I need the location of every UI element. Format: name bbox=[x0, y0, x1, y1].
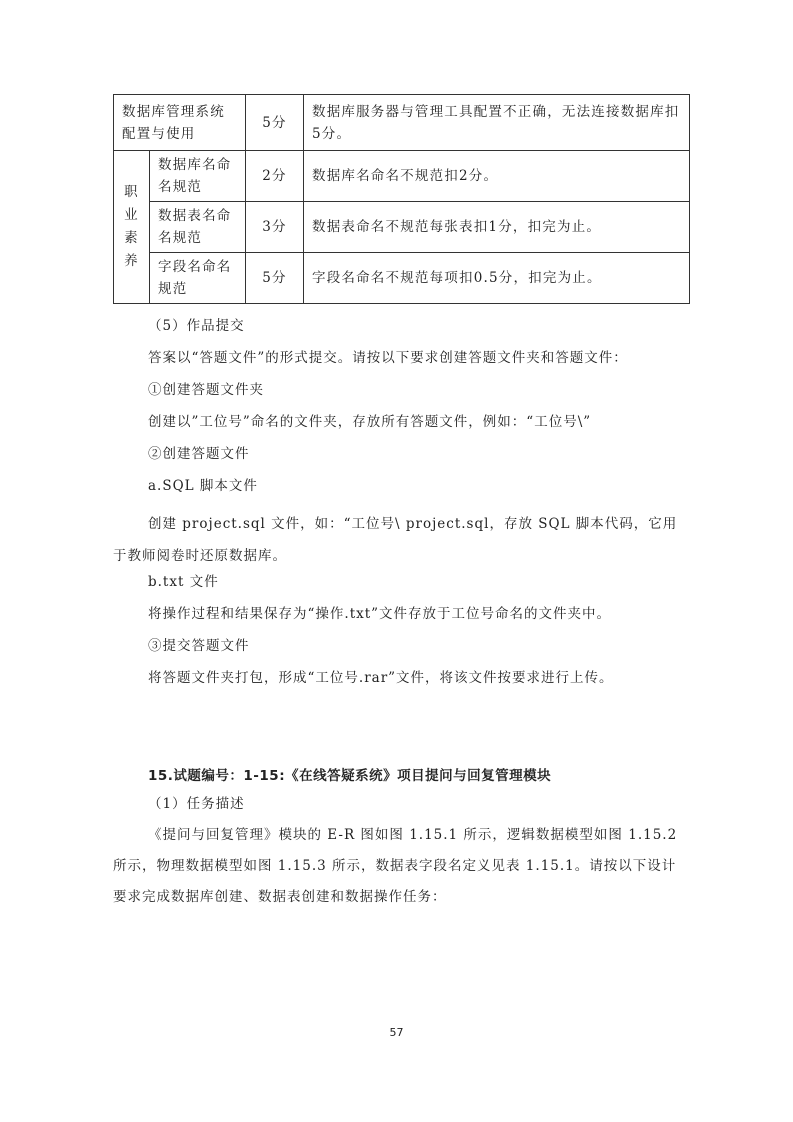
sub-step-heading: b.txt 文件 bbox=[148, 574, 219, 590]
item-cell: 数据库名命名规范 bbox=[150, 151, 246, 202]
table-row bbox=[114, 202, 690, 253]
item-cell: 数据表名命名规范 bbox=[150, 202, 246, 253]
group-label-char: 养 bbox=[124, 253, 139, 269]
criteria-cell: 数据库名命名不规范扣2分。 bbox=[304, 151, 690, 202]
score-cell: 2分 bbox=[246, 151, 304, 202]
item-cell: 数据库管理系统配置与使用 bbox=[114, 95, 246, 151]
table-row bbox=[114, 151, 690, 202]
step-heading: ①创建答题文件夹 bbox=[148, 382, 264, 398]
step-heading: ③提交答题文件 bbox=[148, 638, 250, 654]
step-heading: ②创建答题文件 bbox=[148, 446, 250, 462]
score-cell: 5分 bbox=[246, 253, 304, 304]
item-cell: 字段名命名规范 bbox=[150, 253, 246, 304]
scoring-table bbox=[113, 94, 690, 304]
table-row bbox=[114, 253, 690, 304]
sub-step-heading: a.SQL 脚本文件 bbox=[148, 478, 258, 494]
page-number: 57 bbox=[389, 1026, 404, 1039]
criteria-cell: 数据表命名不规范每张表扣1分，扣完为止。 bbox=[304, 202, 690, 253]
paragraph: 创建以”工位号”命名的文件夹，存放所有答题文件，例如：“工位号\” bbox=[148, 414, 592, 430]
criteria-cell: 数据库服务器与管理工具配置不正确，无法连接数据库扣5分。 bbox=[304, 95, 690, 151]
criteria-cell: 字段名命名不规范每项扣0.5分，扣完为止。 bbox=[304, 253, 690, 304]
paragraph: 《提问与回复管理》模块的 E-R 图如图 1.15.1 所示，逻辑数据模型如图 1.15.2 所示，物理数据模型如图 1.15.3 所示，数据表字段名定义见表 1.15.1。请按以下设计要求完成数据库创建、数据表创建和数据操作任务： bbox=[113, 827, 678, 905]
problem-heading: 15.试题编号：1-15:《在线答疑系统》项目提问与回复管理模块 bbox=[148, 768, 552, 784]
group-label-cell bbox=[114, 151, 150, 304]
group-label-char: 职 bbox=[124, 184, 139, 200]
group-label-char: 素 bbox=[124, 230, 139, 246]
paragraph: 答案以“答题文件”的形式提交。请按以下要求创建答题文件夹和答题文件： bbox=[148, 350, 628, 366]
group-label-char: 业 bbox=[124, 207, 139, 223]
table-row bbox=[114, 95, 690, 151]
score-cell: 3分 bbox=[246, 202, 304, 253]
section-title: （5）作品提交 bbox=[148, 318, 245, 334]
paragraph: 创建 project.sql 文件，如：“工位号\ project.sql，存放 SQL 脚本代码，它用于教师阅卷时还原数据库。 bbox=[113, 516, 678, 564]
paragraph: 将答题文件夹打包，形成“工位号.rar”文件，将该文件按要求进行上传。 bbox=[148, 670, 614, 686]
section-title: （1）任务描述 bbox=[148, 796, 245, 812]
paragraph: 将操作过程和结果保存为“操作.txt”文件存放于工位号命名的文件夹中。 bbox=[148, 606, 612, 622]
score-cell: 5分 bbox=[246, 95, 304, 151]
